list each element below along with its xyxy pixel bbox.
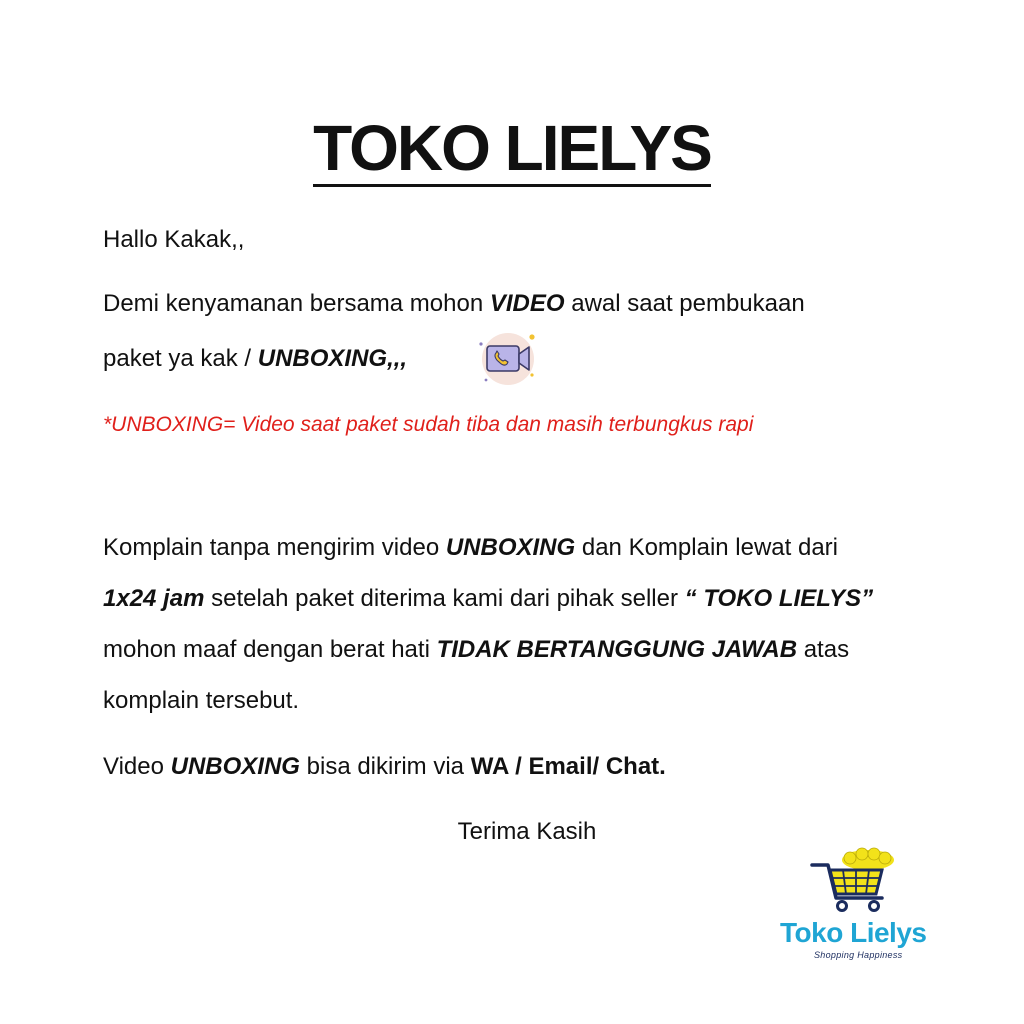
emphasis-deadline: 1x24 jam xyxy=(103,585,205,612)
text-segment: setelah paket diterima kami dari pihak seller xyxy=(204,585,685,612)
emphasis-unboxing: UNBOXING xyxy=(170,753,300,780)
emphasis-shop-name: “ TOKO LIELYS” xyxy=(684,585,874,612)
title-text: TOKO LIELYS xyxy=(313,112,711,187)
logo-tagline: Shopping Happiness xyxy=(814,950,903,960)
shopping-cart-icon xyxy=(810,846,920,926)
video-call-icon xyxy=(472,330,540,388)
greeting: Hallo Kakak,, xyxy=(103,226,245,253)
text-segment: atas xyxy=(797,636,850,663)
unboxing-note: *UNBOXING= Video saat paket sudah tiba dan masih terbungkus rapi xyxy=(103,413,754,436)
text-segment: Video xyxy=(103,753,171,780)
para1-line1 xyxy=(103,289,805,319)
text-segment: mohon maaf dengan berat hati xyxy=(103,636,437,663)
para3-line xyxy=(103,752,666,782)
para2-line4: komplain tersebut. xyxy=(103,687,300,714)
emphasis-video: VIDEO xyxy=(489,290,565,317)
emphasis-unboxing: UNBOXING xyxy=(445,534,576,561)
emphasis-channels: WA / Email/ Chat. xyxy=(470,753,666,780)
text-segment: dan Komplain lewat dari xyxy=(575,534,839,561)
text-segment: Demi kenyamanan bersama mohon xyxy=(103,290,490,317)
para2-line1 xyxy=(103,533,838,563)
para2-line3 xyxy=(103,635,849,665)
shop-logo xyxy=(780,846,940,966)
emphasis-disclaimer: TIDAK BERTANGGUNG JAWAB xyxy=(436,636,798,663)
text-segment: bisa dikirim via xyxy=(299,753,471,780)
emphasis-unboxing: UNBOXING,,, xyxy=(257,345,408,372)
closing-text: Terima Kasih xyxy=(457,818,597,845)
para2-line2 xyxy=(103,584,873,614)
text-segment: paket ya kak / xyxy=(103,345,258,372)
logo-name: Toko Lielys xyxy=(780,917,927,948)
page-title xyxy=(0,108,1024,188)
para1-line2 xyxy=(103,344,407,374)
text-segment: awal saat pembukaan xyxy=(564,290,805,317)
text-segment: Komplain tanpa mengirim video xyxy=(103,534,446,561)
